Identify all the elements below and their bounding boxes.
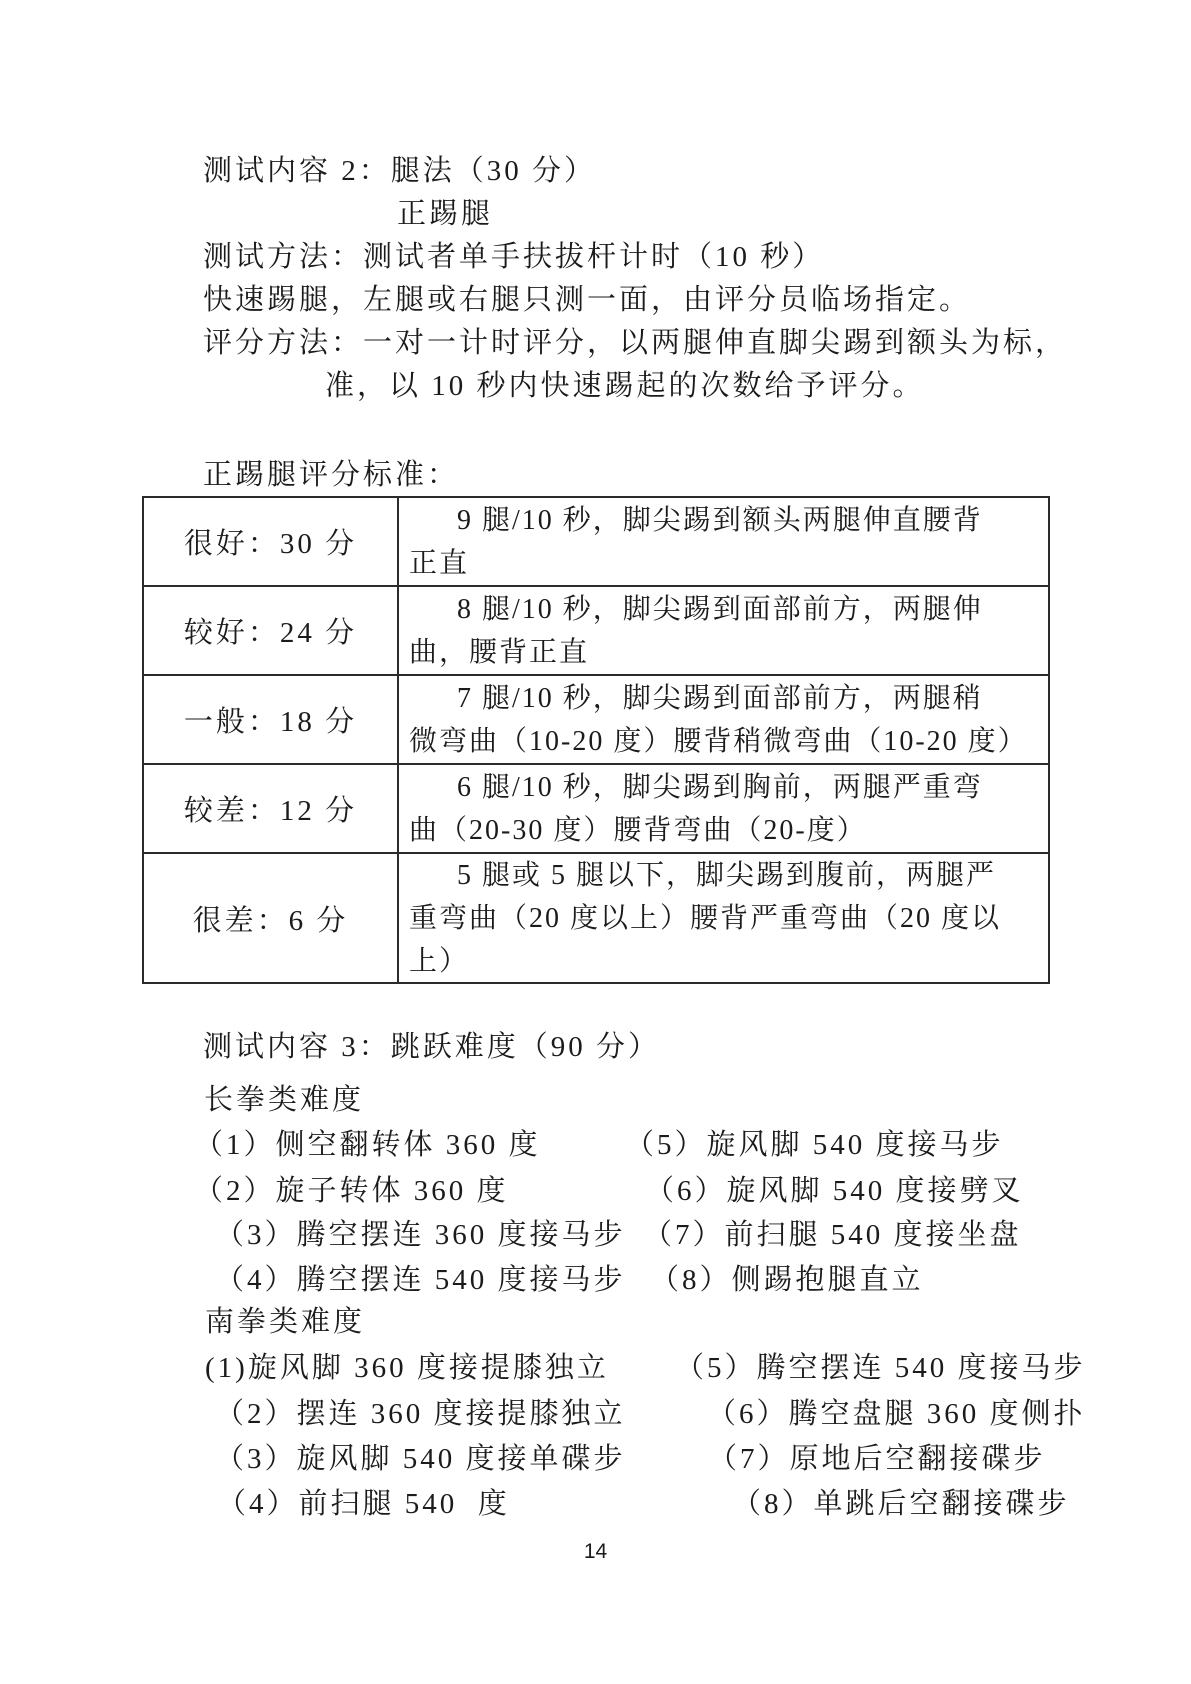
changquan-item-1: （1）侧空翻转体 360 度 xyxy=(194,1129,541,1161)
changquan-item-5: （5）旋风脚 540 度接马步 xyxy=(625,1129,1004,1161)
desc-line: 5 腿或 5 腿以下，脚尖踢到腹前，两腿严 xyxy=(457,859,997,891)
grade-cell: 很好：30 分 xyxy=(144,498,399,585)
desc-cell xyxy=(399,854,1048,982)
desc-line: 上） xyxy=(409,945,470,977)
grade-cell: 较差：12 分 xyxy=(144,765,399,852)
desc-cell xyxy=(399,676,1048,763)
desc-line: 重弯曲（20 度以上）腰背严重弯曲（20 度以 xyxy=(409,902,1002,934)
changquan-item-7: （7）前扫腿 540 度接坐盘 xyxy=(643,1219,1022,1251)
changquan-item-6: （6）旋风脚 540 度接劈叉 xyxy=(645,1175,1024,1207)
section2-subtitle: 正踢腿 xyxy=(397,198,494,230)
desc-line: 曲（20-30 度）腰背弯曲（20-度） xyxy=(409,814,867,846)
desc-line: 8 腿/10 秒，脚尖踢到面部前方，两腿伸 xyxy=(457,593,983,625)
nanquan-item-3: （3）旋风脚 540 度接单碟步 xyxy=(215,1443,626,1475)
section2-method-line2: 快速踢腿，左腿或右腿只测一面，由评分员临场指定。 xyxy=(203,284,972,316)
section2-scoring-line1: 评分方法：一对一计时评分，以两腿伸直脚尖踢到额头为标， xyxy=(203,327,1068,359)
desc-cell xyxy=(399,587,1048,674)
table-caption: 正踢腿评分标准： xyxy=(203,459,460,491)
desc-line: 曲，腰背正直 xyxy=(409,636,590,668)
nanquan-heading: 南拳类难度 xyxy=(205,1306,366,1338)
scoring-table xyxy=(142,496,1050,984)
grade-cell: 很差：6 分 xyxy=(144,854,399,982)
changquan-item-4: （4）腾空摆连 540 度接马步 xyxy=(215,1264,626,1296)
nanquan-item-7: （7）原地后空翻接碟步 xyxy=(708,1443,1046,1475)
nanquan-item-5: （5）腾空摆连 540 度接马步 xyxy=(675,1352,1086,1384)
changquan-item-2: （2）旋子转体 360 度 xyxy=(194,1175,509,1207)
nanquan-item-1: (1)旋风脚 360 度接提膝独立 xyxy=(205,1352,609,1384)
section2-title: 测试内容 2：腿法（30 分） xyxy=(203,155,597,187)
page-number: 14 xyxy=(583,1540,608,1563)
grade-cell: 一般：18 分 xyxy=(144,676,399,763)
desc-line: 6 腿/10 秒，脚尖踢到胸前，两腿严重弯 xyxy=(457,771,983,803)
nanquan-item-8: （8）单跳后空翻接碟步 xyxy=(732,1488,1070,1520)
nanquan-item-4: （4）前扫腿 540 度 xyxy=(217,1488,510,1520)
grade-cell: 较好：24 分 xyxy=(144,587,399,674)
desc-line: 正直 xyxy=(409,547,470,579)
desc-line: 9 腿/10 秒，脚尖踢到额头两腿伸直腰背 xyxy=(457,504,983,536)
desc-line: 7 腿/10 秒，脚尖踢到面部前方，两腿稍 xyxy=(457,682,983,714)
changquan-heading: 长拳类难度 xyxy=(204,1084,365,1116)
desc-cell xyxy=(399,765,1048,852)
table-row xyxy=(144,585,1048,674)
section2-method-line1: 测试方法：测试者单手扶拔杆计时（10 秒） xyxy=(203,241,825,273)
table-row xyxy=(144,674,1048,763)
table-row xyxy=(144,852,1048,982)
table-row xyxy=(144,763,1048,852)
changquan-item-3: （3）腾空摆连 360 度接马步 xyxy=(215,1219,626,1251)
nanquan-item-2: （2）摆连 360 度接提膝独立 xyxy=(215,1398,626,1430)
changquan-item-8: （8）侧踢抱腿直立 xyxy=(650,1264,924,1296)
section2-scoring-line2: 准，以 10 秒内快速踢起的次数给予评分。 xyxy=(325,370,925,402)
desc-line: 微弯曲（10-20 度）腰背稍微弯曲（10-20 度） xyxy=(409,725,1028,757)
section3-title: 测试内容 3：跳跃难度（90 分） xyxy=(203,1031,661,1063)
table-row xyxy=(144,498,1048,585)
nanquan-item-6: （6）腾空盘腿 360 度侧扑 xyxy=(707,1398,1086,1430)
desc-cell xyxy=(399,498,1048,585)
